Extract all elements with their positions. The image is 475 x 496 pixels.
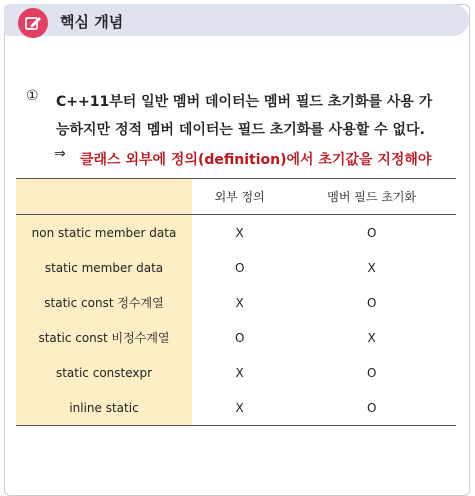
cell-external: X: [235, 225, 244, 240]
row-label: inline static: [16, 390, 192, 426]
table-row: [16, 390, 456, 426]
row-label: static const 비정수계열: [16, 320, 192, 355]
cell-external: O: [234, 260, 245, 275]
row-label: static member data: [16, 250, 192, 285]
row-label: static constexpr: [16, 355, 192, 390]
cell-external: X: [235, 295, 244, 310]
item-line: C++11부터 일반 멤버 데이터는 멤버 필드 초기화를 사용 가: [56, 94, 433, 110]
table-header-cell: 멤버 필드 초기화: [287, 179, 456, 215]
table-header-row: [16, 179, 456, 215]
item-number: ①: [26, 88, 39, 104]
cell-field-init: O: [287, 390, 456, 426]
comparison-table: [16, 178, 456, 426]
note-line: 클래스 외부에 정의(definition)에서 초기값을 지정해야: [80, 152, 432, 168]
cell-field-init: O: [366, 365, 377, 380]
table-row: [16, 355, 456, 390]
header-title: 핵심 개념: [60, 13, 124, 31]
cell-external: X: [192, 390, 287, 426]
table-row: [16, 320, 456, 355]
cell-field-init: O: [366, 225, 377, 240]
item-line: 능하지만 정적 멤버 데이터는 필드 초기화를 사용할 수 없다.: [56, 122, 425, 138]
arrow-icon: ⇒: [54, 146, 66, 162]
row-label: non static member data: [16, 215, 192, 251]
table-header-cell: [16, 179, 192, 215]
cell-external: X: [235, 365, 244, 380]
table-header-cell: 외부 정의: [192, 179, 287, 215]
pencil-note-icon: [18, 8, 48, 38]
table-row: [16, 215, 456, 251]
table-row: [16, 285, 456, 320]
cell-field-init: O: [366, 295, 377, 310]
item-text: [56, 88, 475, 144]
table-row: [16, 250, 456, 285]
cell-external: O: [234, 330, 245, 345]
cell-field-init: X: [367, 330, 376, 345]
row-label: static const 정수계열: [16, 285, 192, 320]
cell-field-init: X: [367, 260, 376, 275]
